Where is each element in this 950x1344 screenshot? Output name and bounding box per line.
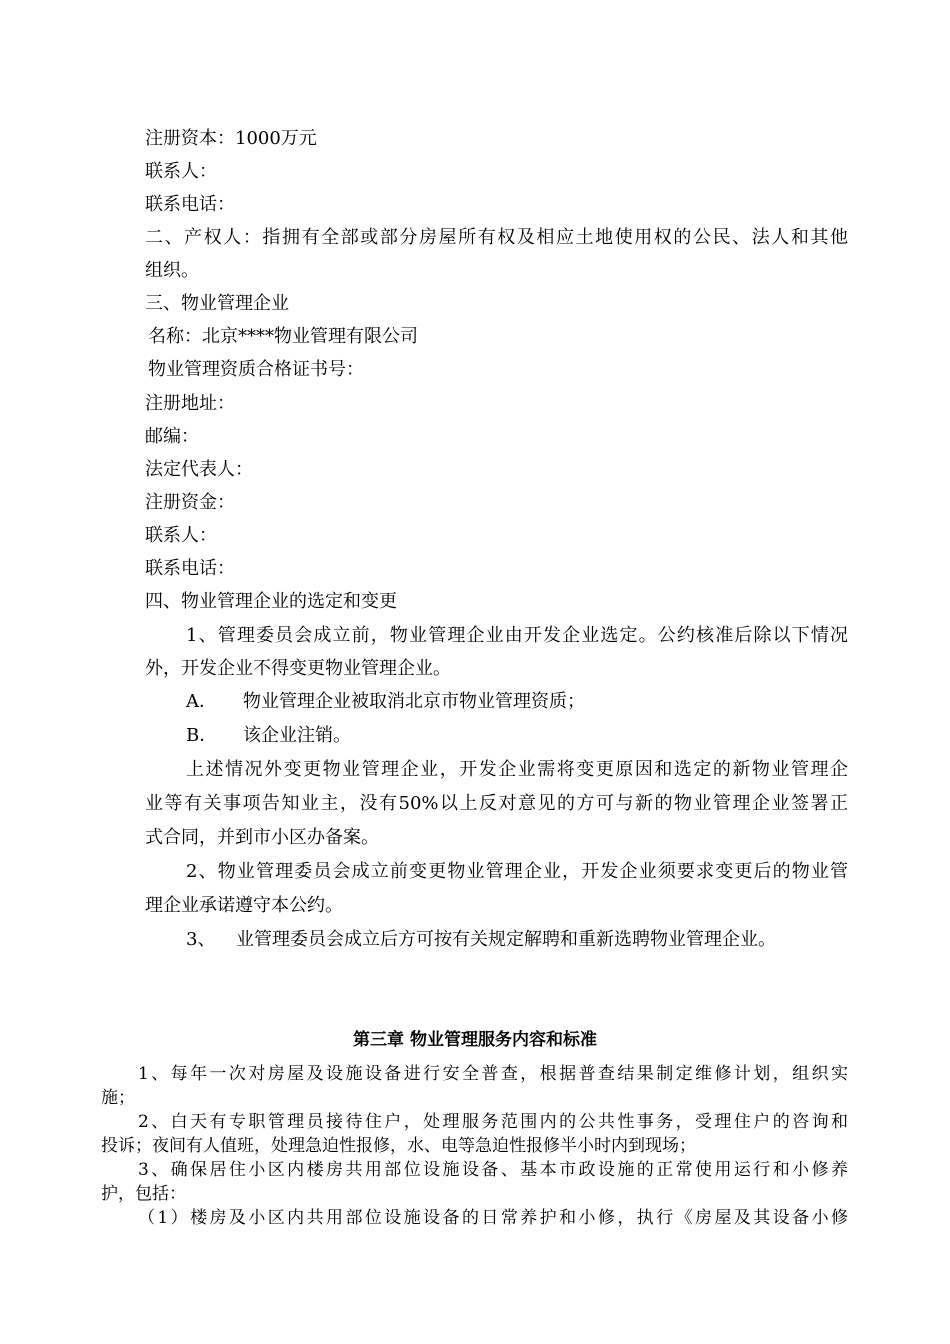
change-para-line2: 业等有关事项告知业主，没有50%以上反对意见的方可与新的物业管理企业签署正	[145, 793, 848, 814]
registered-address: 注册地址：	[145, 393, 235, 414]
service-1-line1: 1、每年一次对房屋及设施设备进行安全普查，根据普查结果制定维修计划，组织实	[138, 1064, 848, 1084]
registered-capital: 注册资本：1000万元	[145, 128, 317, 149]
clause-1-line1: 1、管理委员会成立前，物业管理企业由开发企业选定。公约核准后除以下情况	[186, 625, 848, 646]
clause-3-text: 业管理委员会成立后方可按有关规定解聘和重新选聘物业管理企业。	[236, 929, 776, 950]
legal-representative: 法定代表人：	[145, 459, 253, 480]
item-a-marker: A．	[186, 691, 217, 712]
service-2-line1: 2、白天有专职管理员接待住户，处理服务范围内的公共性事务，受理住户的咨询和	[138, 1112, 848, 1132]
section-selection-change: 四、物业管理企业的选定和变更	[145, 591, 397, 612]
chapter-title: 第三章 物业管理服务内容和标准	[353, 1030, 597, 1050]
contact-person-2: 联系人：	[145, 525, 217, 546]
item-a-text: 物业管理企业被取消北京市物业管理资质；	[243, 691, 585, 712]
item-b-text: 该企业注销。	[243, 725, 351, 746]
owner-definition-line1: 二、产权人：指拥有全部或部分房屋所有权及相应土地使用权的公民、法人和其他	[145, 227, 848, 248]
service-1-line2: 施；	[101, 1088, 135, 1108]
clause-3-marker: 3、	[186, 929, 216, 950]
item-b-marker: B．	[186, 725, 218, 746]
owner-definition-line2: 组织。	[145, 260, 199, 281]
contact-phone: 联系电话：	[145, 194, 235, 215]
service-2-line2: 投诉；夜间有人值班，处理急迫性报修，水、电等急迫性报修半小时内到现场；	[101, 1136, 696, 1156]
qualification-cert: 物业管理资质合格证书号：	[148, 359, 364, 380]
registered-funds: 注册资金：	[145, 492, 235, 513]
item-a	[186, 690, 217, 714]
postcode: 邮编：	[145, 426, 199, 447]
service-3-line1: 3、确保居住小区内楼房共用部位设施设备、基本市政设施的正常使用运行和小修养	[138, 1160, 848, 1180]
clause-2-line1: 2、物业管理委员会成立前变更物业管理企业，开发企业须要求变更后的物业管	[186, 861, 848, 882]
company-name: 名称：北京****物业管理有限公司	[148, 326, 418, 347]
change-para-line3: 式合同，并到市小区办备案。	[145, 827, 379, 848]
item-b	[186, 724, 217, 748]
section-property-company: 三、物业管理企业	[145, 293, 289, 314]
change-para-line1: 上述情况外变更物业管理企业，开发企业需将变更原因和选定的新物业管理企	[186, 759, 848, 780]
service-3-line2: 护，包括：	[101, 1184, 186, 1204]
service-3-1-line1: （1）楼房及小区内共用部位设施设备的日常养护和小修，执行《房屋及其设备小修	[138, 1208, 848, 1228]
clause-1-line2: 外，开发企业不得变更物业管理企业。	[145, 658, 451, 679]
contact-phone-2: 联系电话：	[145, 558, 235, 579]
clause-2-line2: 理企业承诺遵守本公约。	[145, 895, 343, 916]
contact-person: 联系人：	[145, 161, 217, 182]
